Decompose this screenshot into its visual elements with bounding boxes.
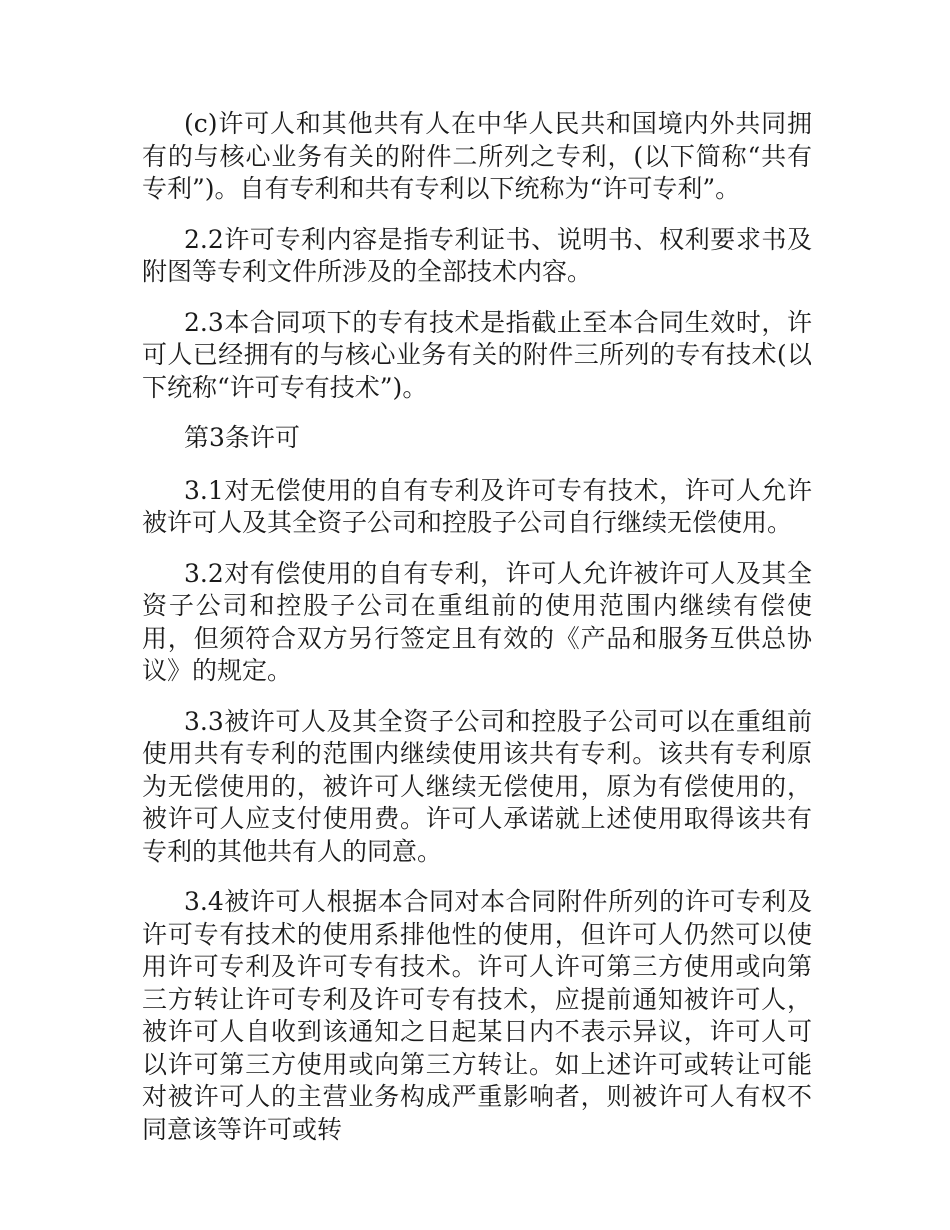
paragraph-2-2: 2.2许可专利内容是指专利证书、说明书、权利要求书及附图等专利文件所涉及的全部技术内容。 bbox=[142, 224, 812, 286]
paragraph-3-3: 3.3被许可人及其全资子公司和控股子公司可以在重组前使用共有专利的范围内继续使用该共有专利。该共有专利原为无偿使用的，被许可人继续无偿使用，原为有偿使用的，被许可人应支付使用费。许可人承诺就上述使用取得该共有专利的其他共有人的同意。 bbox=[142, 706, 812, 866]
paragraph-co-owned-patents: (c)许可人和其他共有人在中华人民共和国境内外共同拥有的与核心业务有关的附件二所列之专利，(以下简称“共有专利”)。自有专利和共有专利以下统称为“许可专利”。 bbox=[142, 109, 812, 203]
document-body bbox=[142, 108, 812, 1164]
section-heading-article-3: 第3条许可 bbox=[184, 423, 300, 452]
paragraph-3-1: 3.1对无偿使用的自有专利及许可专有技术，许可人允许被许可人及其全资子公司和控股子公司自行继续无偿使用。 bbox=[142, 475, 812, 537]
paragraph-3-4: 3.4被许可人根据本合同对本合同附件所列的许可专利及许可专有技术的使用系排他性的使用，但许可人仍然可以使用许可专利及许可专有技术。许可人许可第三方使用或向第三方转让许可专利及许可专有技术，应提前通知被许可人，被许可人自收到该通知之日起某日内不表示异议，许可人可以许可第三方使用或向第三方转让。如上述许可或转让可能对被许可人的主营业务构成严重影响者，则被许可人有权不同意该等许可或转 bbox=[142, 887, 812, 1144]
paragraph-2-3: 2.3本合同项下的专有技术是指截止至本合同生效时，许可人已经拥有的与核心业务有关的附件三所列的专有技术(以下统称“许可专有技术”)。 bbox=[142, 307, 812, 402]
paragraph-3-2: 3.2对有偿使用的自有专利，许可人允许被许可人及其全资子公司和控股子公司在重组前的使用范围内继续有偿使用，但须符合双方另行签定且有效的《产品和服务互供总协议》的规定。 bbox=[142, 558, 812, 685]
